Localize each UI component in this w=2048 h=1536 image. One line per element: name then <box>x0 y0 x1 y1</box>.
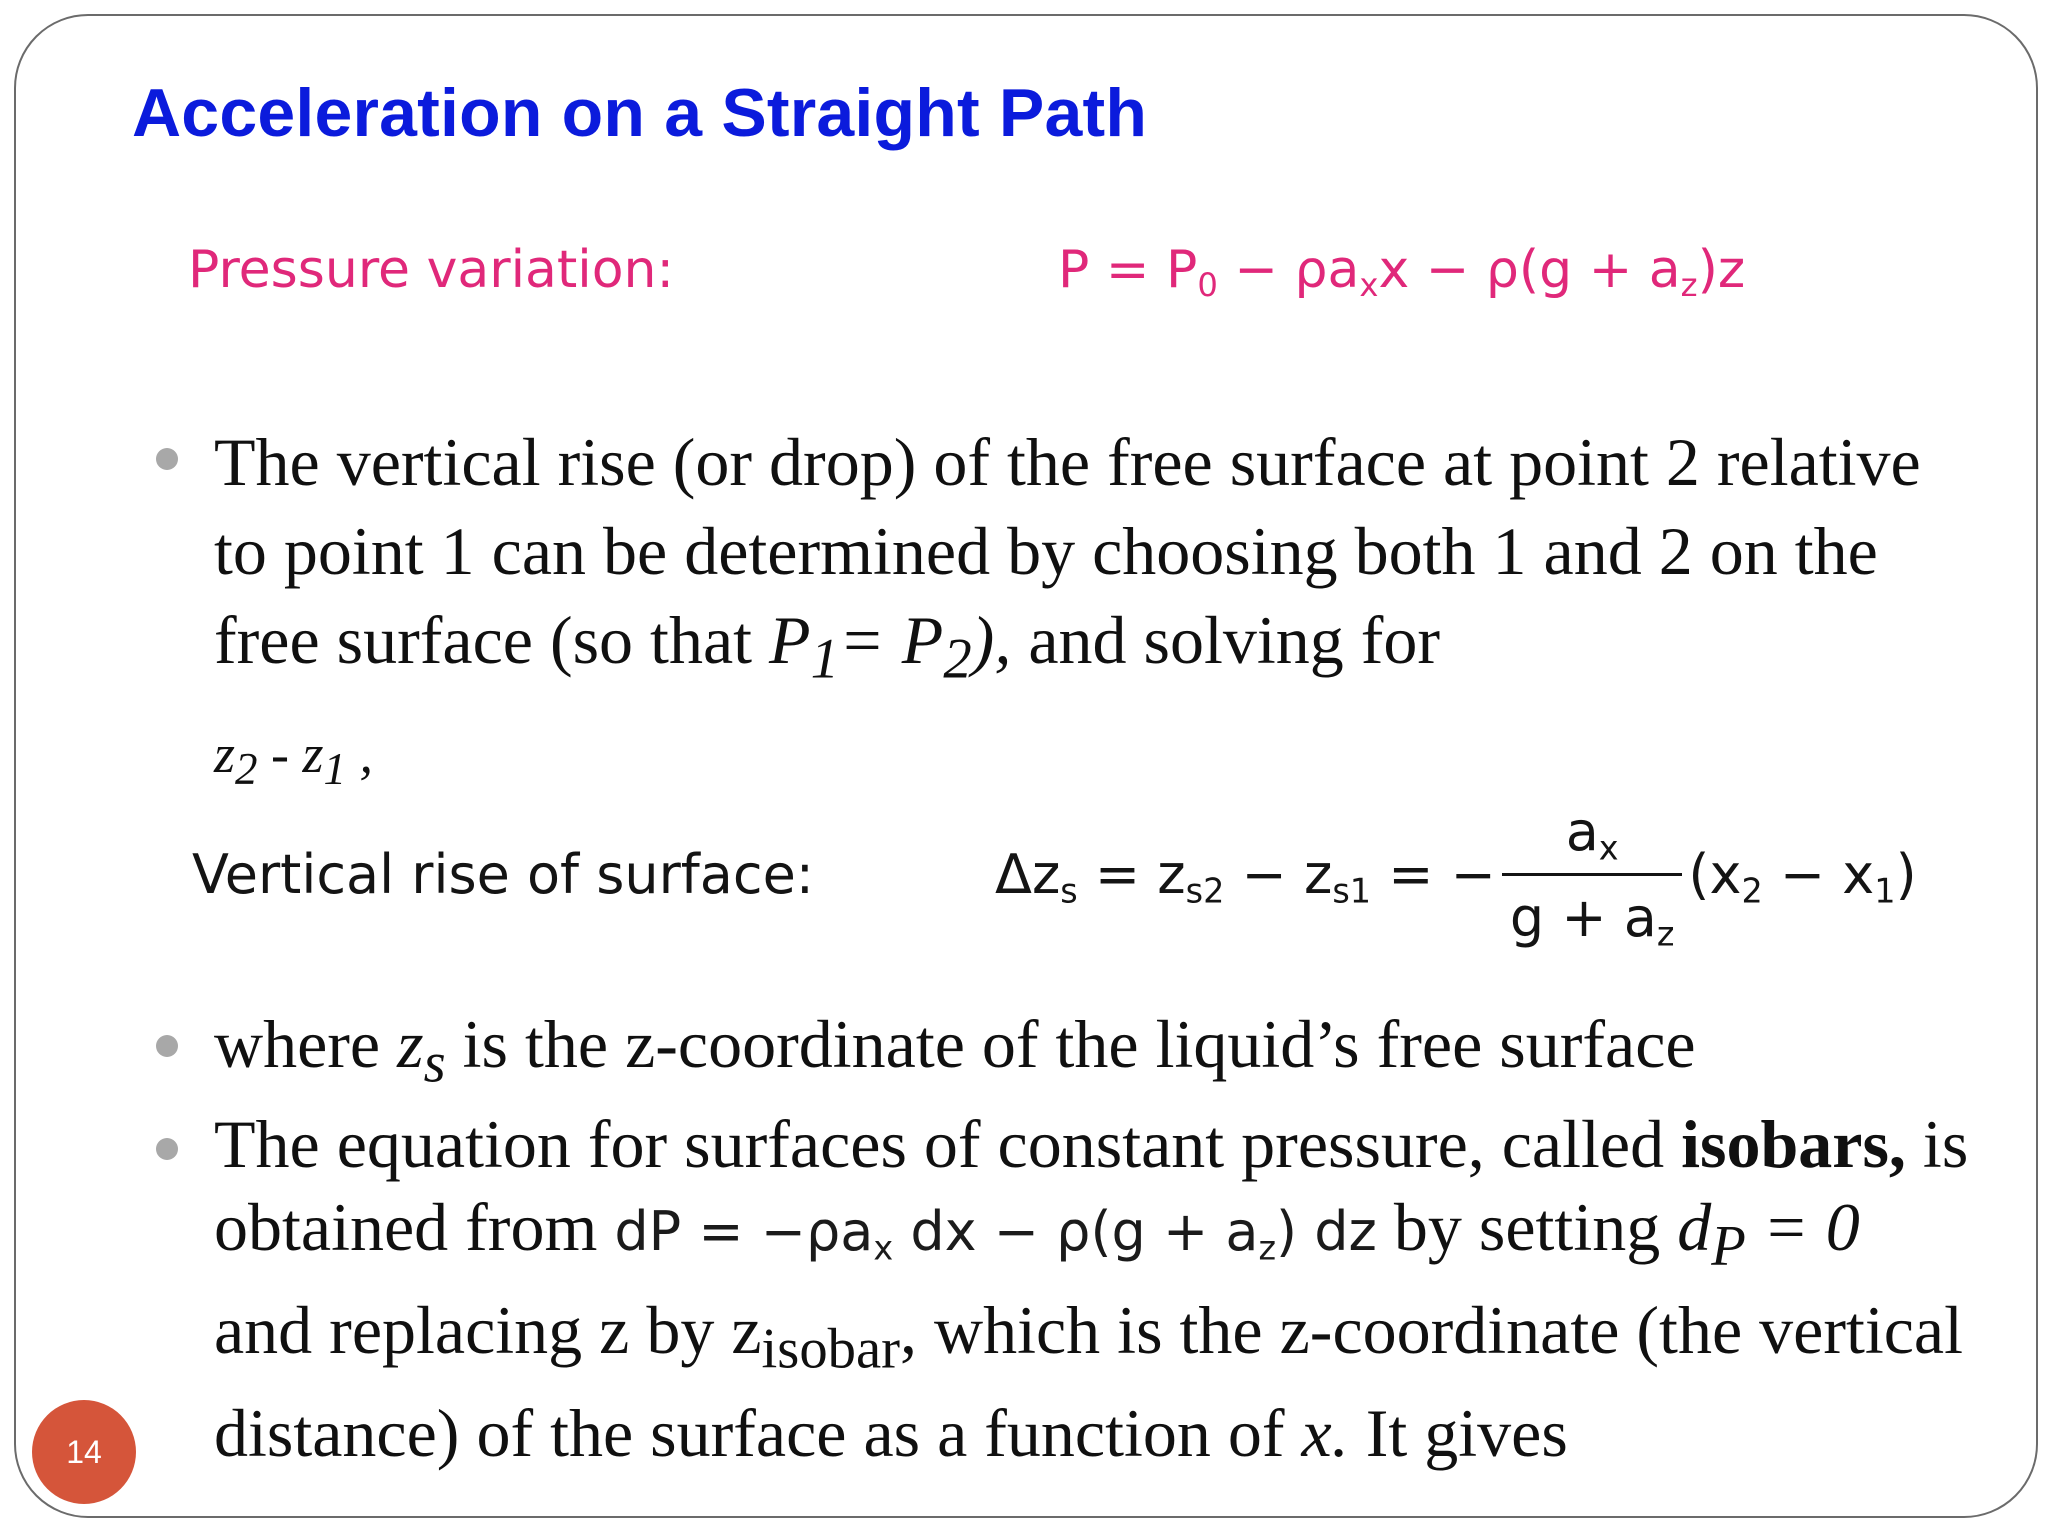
bullet-paragraph-1 <box>214 418 1974 813</box>
math-symbol: x. <box>1301 1394 1349 1471</box>
pressure-variation-label: Pressure variation: <box>188 240 675 300</box>
math-symbol: - <box>257 723 303 784</box>
math-symbol: z <box>302 723 324 784</box>
eq-part: = z <box>1077 843 1186 907</box>
eq-fraction <box>1502 800 1683 954</box>
math-subscript: 1 <box>323 743 347 794</box>
pressure-variation-equation <box>1058 240 1745 304</box>
eq-subscript: z <box>1656 914 1675 954</box>
eq-part: P = P <box>1058 240 1198 300</box>
math-symbol: z <box>214 723 236 784</box>
bullet-text: and replacing z by z <box>214 1292 762 1369</box>
bullet-text: It gives <box>1348 1394 1568 1471</box>
bullet-text: is obtained from <box>214 1106 1969 1265</box>
bullet-text: is the z-coordinate of the liquid’s free surface <box>445 1006 1696 1082</box>
eq-part: − x <box>1762 843 1875 907</box>
bullet-text: , which is the z-coordinate (the vertical distance) of the surface as a function of <box>214 1292 1963 1471</box>
eq-part: )z <box>1697 240 1746 300</box>
eq-subscript: x <box>1359 266 1379 305</box>
text-subscript: isobar <box>761 1318 900 1381</box>
eq-subscript: x <box>1598 828 1619 868</box>
math-symbol: ), <box>971 602 1012 678</box>
eq-lhs <box>995 843 1496 911</box>
eq-part: ) dz <box>1276 1200 1377 1263</box>
eq-part: − z <box>1224 843 1333 907</box>
math-symbol: , <box>346 723 374 784</box>
eq-subscript: z <box>1680 266 1698 305</box>
page-number-badge: 14 <box>32 1400 136 1504</box>
eq-subscript: 2 <box>1741 871 1763 911</box>
math-subscript: 2 <box>235 743 258 794</box>
eq-part: ) <box>1895 843 1917 907</box>
eq-part: Δz <box>995 843 1061 907</box>
eq-part: g + a <box>1509 886 1657 950</box>
bullet-paragraph-2 <box>214 1000 1974 1109</box>
math-symbol: = 0 <box>1745 1189 1860 1265</box>
bullet-dot <box>156 1138 178 1160</box>
math-symbol: z <box>397 1006 424 1082</box>
math-subscript: 2 <box>943 628 972 691</box>
inline-equation <box>614 1200 1377 1268</box>
eq-subscript: s <box>1060 871 1078 911</box>
bullet-paragraph-3 <box>214 1103 1974 1475</box>
math-symbol: d <box>1677 1189 1712 1265</box>
bullet-text: The vertical rise (or drop) of the free surface at point 2 relative to point 1 can be determined by choosing both 1 and 2 on the free surface (so that <box>214 424 1921 678</box>
eq-part: x − ρ(g + a <box>1378 240 1681 300</box>
eq-rhs <box>1688 843 1917 911</box>
bullet-dot <box>156 1035 178 1057</box>
bullet-text: The equation for surfaces of constant pressure, called <box>214 1106 1682 1182</box>
bullet-text: where <box>214 1006 398 1082</box>
fraction-numerator <box>1502 800 1683 876</box>
eq-part: − ρa <box>1217 240 1360 300</box>
bullet-text: and solving for <box>1011 602 1441 678</box>
eq-subscript: 1 <box>1874 871 1896 911</box>
eq-part: (x <box>1688 843 1742 907</box>
bullet-dot <box>156 448 178 470</box>
eq-subscript: z <box>1258 1228 1277 1268</box>
slide-title: Acceleration on a Straight Path <box>132 75 1148 151</box>
bullet-text: by setting <box>1376 1189 1678 1265</box>
math-symbol: P <box>769 602 811 678</box>
math-symbol: = P <box>838 602 944 678</box>
eq-part: a <box>1565 800 1599 863</box>
eq-subscript: x <box>873 1228 894 1268</box>
math-subscript: s <box>423 1032 446 1095</box>
math-subscript: 1 <box>810 628 839 691</box>
fraction-denominator <box>1502 876 1683 953</box>
vertical-rise-label: Vertical rise of surface: <box>192 843 815 906</box>
eq-part: dP = −ρa <box>614 1200 874 1263</box>
eq-subscript: s2 <box>1185 871 1225 911</box>
eq-part: = − <box>1371 843 1496 907</box>
bold-term: isobars, <box>1681 1106 1906 1182</box>
eq-subscript: 0 <box>1197 266 1218 305</box>
eq-part: dx − ρ(g + a <box>893 1200 1259 1263</box>
math-subscript: P <box>1711 1215 1746 1278</box>
eq-subscript: s1 <box>1332 871 1372 911</box>
vertical-rise-equation <box>995 800 1917 970</box>
